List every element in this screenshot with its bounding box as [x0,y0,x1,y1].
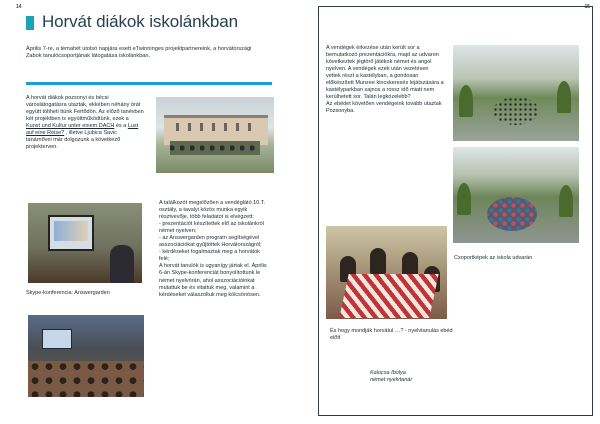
photo-courtyard-group [453,45,579,141]
teacher-figure [110,245,134,283]
body-text-segment: , illetve Ljubica Savic tanárnővel már dolgozunk a következő projekterven. [26,130,121,151]
caption-lunch: És hogy mondják horvátul …? - nyelvtanulás ebéd előtt [330,328,453,341]
castle-window [200,123,203,131]
umbrella-crowd [487,197,537,231]
body-text-right: A vendégek érkezése után került sor a bemutatkozó prezentációkra, majd az udvaron következtek jégtörő játékok német és angol nyelven. A vendégek ezek után vezetésen vettek részt a kastélyban, a gondosan előkészített Munzee kincskeresés lejátszására a kastélyparkban sajnos a rossz idő miatt nem kerülhetett sor. Talán legközelebb? Az ebédet követően vendégeink tovább utaztak Pozsonyba. [326,45,444,115]
castle-window [188,123,191,131]
students-seated [28,361,144,397]
tree [559,185,573,217]
body-text-middle: A találkozót megelőzően a vendéglátó 10.T. osztály, a tavalyi közös munka egyik résztvevője, több feladatot is elvégzett: - prezentációt készítettek elő az iskolánkról német nyelven; - az Answergarden program segítségével asszociációkat gyűjtöttek Horvátországról; - kérdéseket fogalmaztak meg a horvátok felé; A horvát tanulók is ugyanígy jártak el. Április 6-án Skype-konferenciát bonyolítottunk le német nyelvórán, ahol asszociációinkat mutattuk be és vitattuk meg, valamint a kérdéseket válaszoltuk meg kölcsönösen. [159,200,267,298]
link-kunst-und-kultur[interactable]: Kunst und Kultur unter einem DACH [26,123,115,130]
photo-classroom [28,315,144,397]
photo-umbrellas-group [453,147,579,243]
photo-lunch [326,226,447,319]
projector-screen [42,329,72,349]
photo-skype-conference [28,203,142,283]
body-text-left [26,95,144,151]
link-lust-auf-eine-reise[interactable]: Lust auf eine Reise? [26,123,139,137]
tree [459,85,473,117]
student-crowd [493,97,539,125]
tree [457,183,471,215]
caption-groups: Csoportképek az iskola udvarán [454,255,533,261]
projector-screen [48,215,94,251]
castle-window [176,123,179,131]
castle-window [224,123,227,131]
page-number-left: 14 [16,4,22,10]
castle-window [212,123,215,131]
divider-rule [26,82,272,85]
castle-window [236,123,239,131]
author-signature: Kalocsa Ibolya német nyelvtanár [370,370,413,383]
student-group [170,141,260,155]
body-text-segment: és a [114,123,128,130]
article-intro: Április 7-re, a témahét utolsó napjára esett eTwinninges projektpartnereink, a horvátországi Zabok tanulócsoportjának látogatása iskolánkban. [26,46,252,60]
castle-window [248,123,251,131]
tree [557,81,571,113]
body-text-segment: A horvát diákok pozsonyi és bécsi városlátogatásra utaztak, ekkében néhány órát együtt töltheti ttünk Fertődön. Az előző tanévben két projektben is együttműködtünk, ezek a [26,95,144,123]
page-number-right: 15 [584,4,590,10]
article-title: Horvát diákok iskolánkban [42,12,238,31]
checkered-table [339,274,438,318]
title-accent-bar [26,16,34,30]
caption-skype: Skype-konferencia: Answergarden [26,290,110,296]
photo-castle-group [156,97,274,173]
student [370,248,386,274]
